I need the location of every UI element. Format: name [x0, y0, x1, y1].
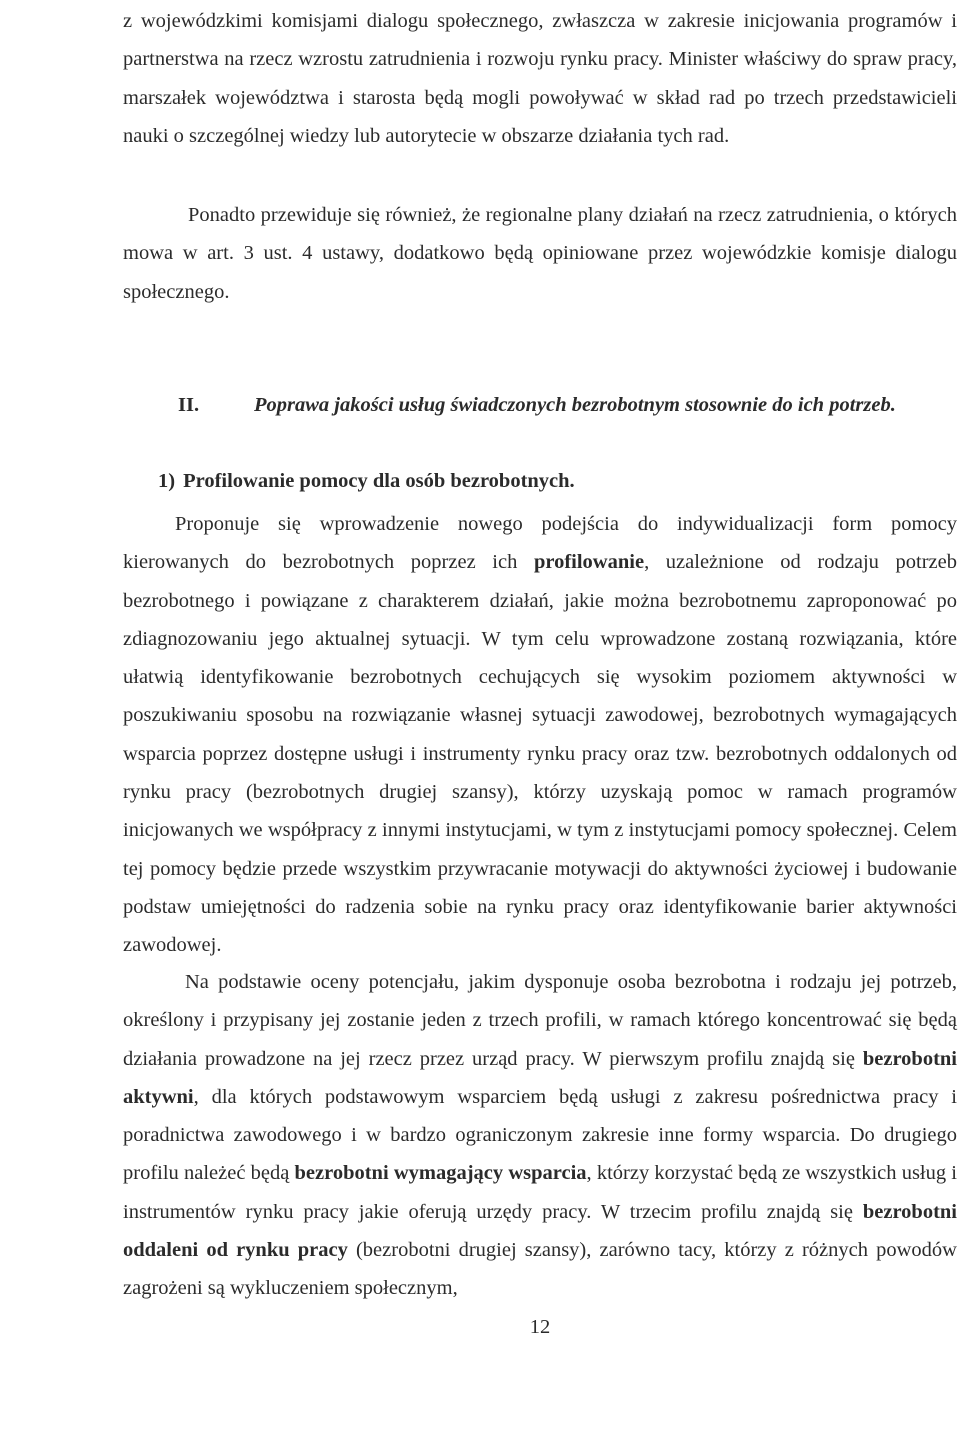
paragraph-council-composition: z wojewódzkimi komisjami dialogu społecznego, zwłaszcza w zakresie inicjowania programów i partnerstwa na rzecz wzrostu zatrudnienia i rozwoju rynku pracy. Minister właściwy do spraw pracy, marszałek województwa i starosta będą mogli powoływać w skład rad po trzech przedstawicieli nauki o szczególnej wiedzy lub autorytecie w obszarze działania tych rad.	[123, 10, 957, 147]
bold-term-profilowanie: profilowanie	[533, 551, 645, 574]
bold-term-needing-support: bezrobotni wymagający wsparcia	[294, 1162, 587, 1185]
text-run: , uzależnione od rodzaju potrzeb bezrobotnego i powiązane z charakterem działań, jakie można bezrobotnemu zaproponować po zdiagnozowaniu jego aktualnej sytuacji. W tym celu wprowadzone zostaną rozwiązania, które ułatwią identyfikowanie bezrobotnych cechujących się wysokim poziomem aktywności w poszukiwaniu sposobu na rozwiązanie własnej sytuacji zawodowej, bezrobotnych wymagających wsparcia poprzez dostępne usługi i instrumenty rynku pracy oraz tzw. bezrobotnych oddalonych od rynku pracy (bezrobotnych drugiej szansy), którzy uzyskają pomoc w ramach programów inicjowanych we współpracy z innymi instytucjami, w tym z instytucjami pomocy społecznej. Celem tej pomocy będzie przede wszystkim przywracanie motywacji do aktywności życiowej i budowanie podstaw umiejętności do radzenia sobie na rynku pracy oraz identyfikowanie barier aktywności zawodowej.	[123, 551, 957, 957]
page-number: 12	[529, 1316, 551, 1338]
section-number: II.	[178, 394, 200, 416]
paragraph-profiles	[123, 963, 957, 1308]
text-run: , którzy korzystać będą ze wszystkich usług i instrumentów rynku pracy jakie oferują urzędy pracy. W trzecim profilu znajdą się	[123, 1162, 958, 1223]
subsection-title: Profilowanie pomocy dla osób bezrobotnych.	[183, 470, 575, 492]
bold-term-distant: bezrobotni oddaleni od rynku pracy	[123, 1200, 957, 1262]
text-run: (bezrobotni drugiej szansy), zarówno tacy, którzy z różnych powodów zagrożeni są wykluczeniem społecznym,	[123, 1239, 957, 1300]
text-run: Na podstawie oceny potencjału, jakim dysponuje osoba bezrobotna i rodzaju jej potrzeb, określony i przypisany jej zostanie jeden z trzech profili, w ramach którego koncentrować się będą działania prowadzone na jej rzecz przez urząd pracy. W pierwszym profilu znajdą się	[123, 971, 957, 1070]
text-run: , dla których podstawowym wsparciem będą usługi z zakresu pośrednictwa pracy i poradnictwa zawodowego i w bardzo ograniczonym zakresie inne formy wsparcia. Do drugiego profilu należeć będą	[123, 1085, 957, 1185]
bold-term-active: bezrobotni aktywni	[123, 1047, 957, 1108]
paragraph-profiling	[123, 505, 957, 965]
paragraph-regional-plans: Ponadto przewiduje się również, że regionalne plany działań na rzecz zatrudnienia, o których mowa w art. 3 ust. 4 ustawy, dodatkowo będą opiniowane przez wojewódzkie komisje dialogu społecznego.	[123, 204, 957, 303]
section-heading	[178, 394, 896, 417]
text-run: Proponuje się wprowadzenie nowego podejścia do indywidualizacji form pomocy kierowanych do bezrobotnych poprzez ich	[123, 513, 957, 574]
subsection-heading	[158, 470, 575, 493]
section-title: Poprawa jakości usług świadczonych bezrobotnym stosownie do ich potrzeb.	[254, 394, 896, 416]
subsection-number: 1)	[158, 470, 176, 492]
